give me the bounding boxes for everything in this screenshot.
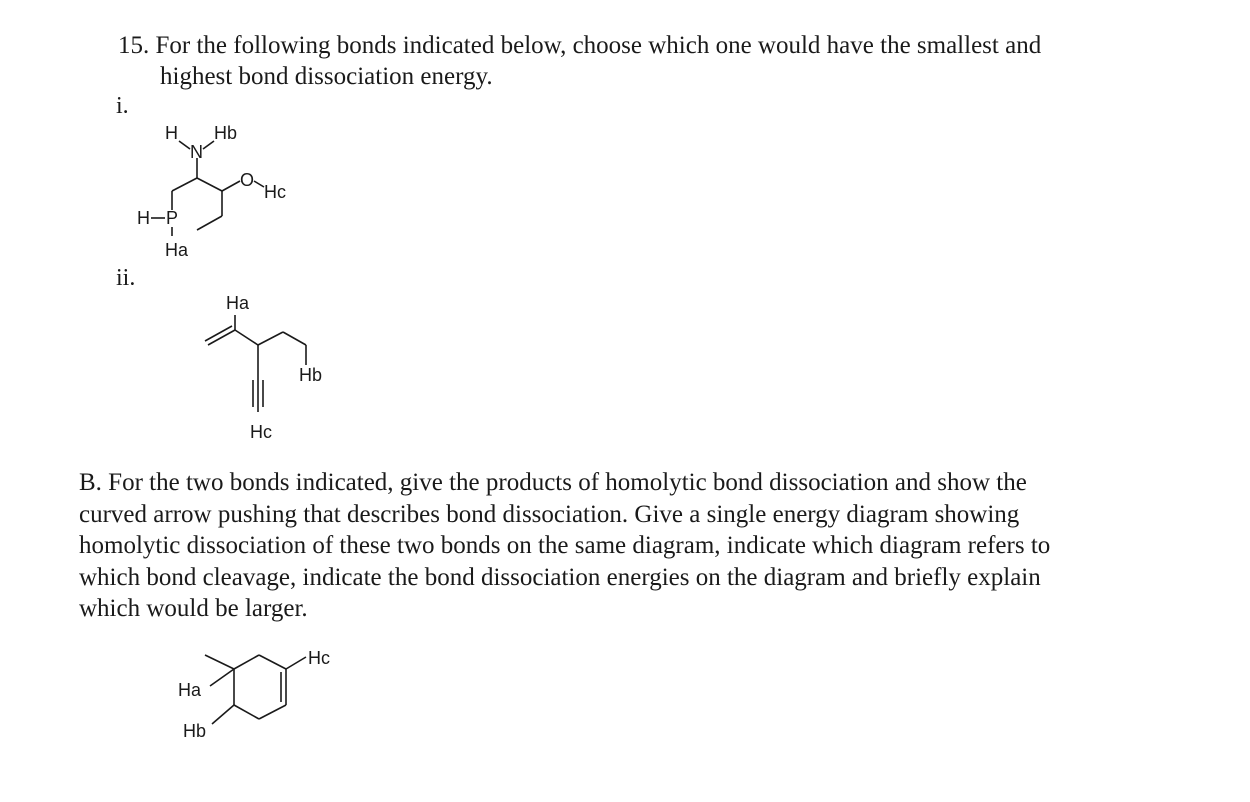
mol-i-hc-label: Hc: [264, 182, 286, 202]
mol-b-ha-label: Ha: [178, 680, 202, 700]
question-15-line-1: 15. For the following bonds indicated below, choose which one would have the smallest and: [118, 32, 1042, 59]
part-b-line-4: which bond cleavage, indicate the bond dissociation energies on the diagram and briefly explain: [79, 563, 1041, 591]
mol-i-hb-label: Hb: [214, 123, 238, 143]
mol-b-methyl: [205, 655, 234, 669]
part-b-line-3: homolytic dissociation of these two bonds on the same diagram, indicate which diagram refers to: [79, 532, 1051, 559]
mol-i-n-atom: N: [190, 142, 203, 162]
part-i-label: i.: [116, 93, 129, 119]
mol-ii-hb-label: Hb: [299, 365, 323, 385]
mol-b-hb-label: Hb: [183, 721, 207, 741]
mol-i-o-atom: O: [240, 170, 255, 190]
mol-i-h-on-n: H: [165, 123, 178, 143]
mol-b-hc-label: Hc: [308, 648, 330, 668]
part-ii-label: ii.: [116, 265, 136, 291]
mol-b-ring-4: [259, 705, 286, 719]
mol-i-ha-label: Ha: [165, 240, 189, 260]
part-b-line-2: curved arrow pushing that describes bond dissociation. Give a single energy diagram showing: [79, 500, 1020, 528]
mol-b-bond-ha: [210, 669, 234, 686]
mol-ii-ha-label: Ha: [226, 293, 250, 313]
mol-b-bond-hc: [286, 657, 306, 669]
mol-b-ring-2: [259, 655, 286, 669]
part-b-line-5: which would be larger.: [79, 595, 308, 622]
mol-b-ring-5: [234, 705, 259, 719]
mol-b-ring-1: [234, 655, 259, 669]
mol-ii-hc-label: Hc: [250, 422, 272, 442]
mol-i-p-atom: P: [166, 208, 179, 228]
part-b-line-1: B. For the two bonds indicated, give the products of homolytic bond dissociation and show the: [79, 469, 1027, 496]
mol-b-bond-hb: [212, 705, 234, 724]
question-15-line-2: highest bond dissociation energy.: [160, 63, 493, 90]
mol-i-h-on-p: H: [137, 208, 150, 228]
